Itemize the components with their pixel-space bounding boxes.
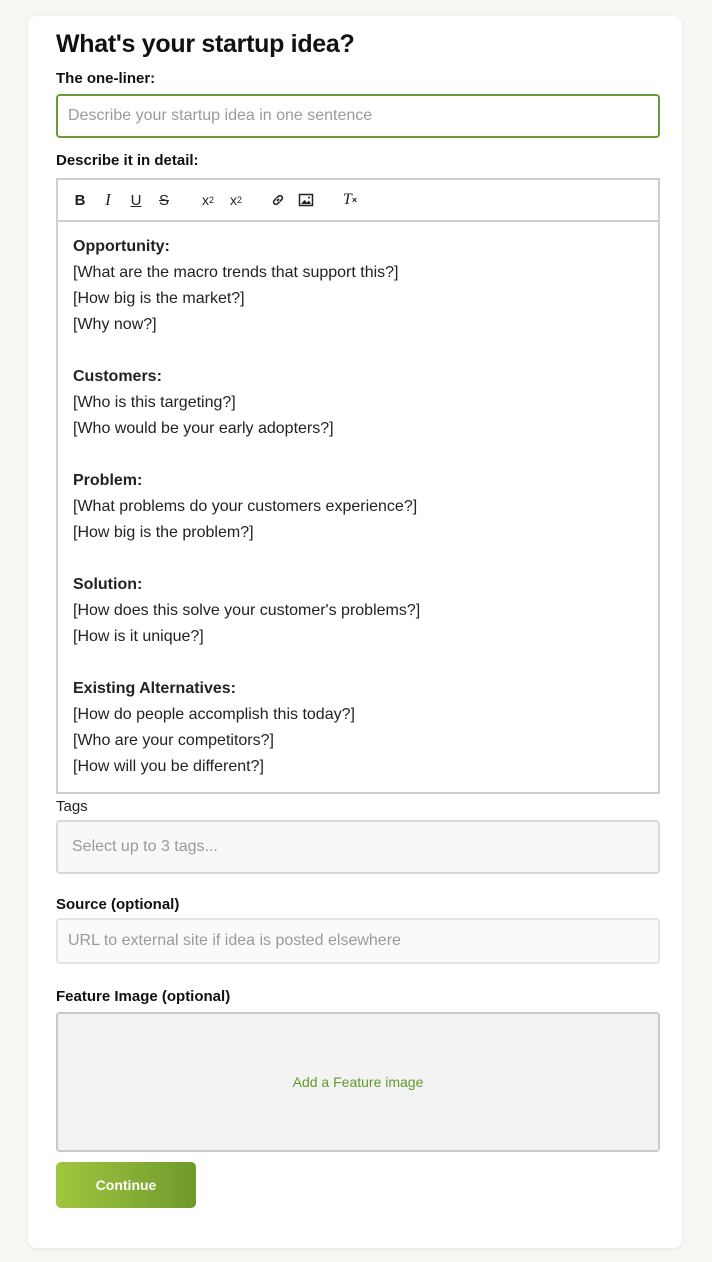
blank-line <box>73 442 643 468</box>
superscript-button[interactable] <box>226 190 246 210</box>
detail-label: Describe it in detail: <box>56 152 199 169</box>
section-line: [What problems do your customers experience?] <box>73 498 418 515</box>
section-line: [How big is the market?] <box>73 290 245 307</box>
oneliner-label: The one-liner: <box>56 70 156 87</box>
image-icon[interactable] <box>296 190 316 210</box>
editor-content[interactable] <box>58 222 658 792</box>
tags-placeholder: Select up to 3 tags... <box>72 838 218 855</box>
section-line: [Who is this targeting?] <box>73 394 236 411</box>
underline-button[interactable]: U <box>130 191 142 209</box>
blank-line <box>73 546 643 572</box>
tags-select[interactable] <box>56 820 660 874</box>
bold-button[interactable]: B <box>74 191 86 209</box>
page-title: What's your startup idea? <box>56 30 355 58</box>
oneliner-input[interactable] <box>56 94 660 138</box>
section-line: [How do people accomplish this today?] <box>73 706 355 723</box>
section-heading: Problem: <box>73 472 143 489</box>
italic-button[interactable]: I <box>105 190 111 209</box>
section-line: [How big is the problem?] <box>73 524 254 541</box>
section-line: [How will you be different?] <box>73 758 264 775</box>
subscript-glyph: x <box>201 192 209 208</box>
continue-button[interactable]: Continue <box>56 1162 196 1208</box>
section-line: [Who would be your early adopters?] <box>73 420 334 437</box>
section-heading: Solution: <box>73 576 143 593</box>
detail-editor <box>56 178 660 794</box>
feature-image-dropzone[interactable] <box>56 1012 660 1152</box>
clear-formatting-icon[interactable]: T × <box>342 191 358 208</box>
section-line: [How is it unique?] <box>73 628 204 645</box>
section-line: [How does this solve your customer's problems?] <box>73 602 421 619</box>
blank-line <box>73 650 643 676</box>
section-line: [Who are your competitors?] <box>73 732 274 749</box>
superscript-mark: 2 <box>236 195 242 205</box>
section-line: [What are the macro trends that support this?] <box>73 264 399 281</box>
subscript-mark: 2 <box>208 195 214 205</box>
source-url-input[interactable] <box>56 918 660 964</box>
tags-label: Tags <box>56 798 88 815</box>
blank-line <box>73 338 643 364</box>
superscript-glyph: x <box>229 192 237 208</box>
feature-image-label: Feature Image (optional) <box>56 988 231 1005</box>
add-feature-image-link[interactable]: Add a Feature image <box>292 1074 424 1090</box>
section-heading: Existing Alternatives: <box>73 680 237 697</box>
strikethrough-button[interactable]: S <box>158 191 169 209</box>
subscript-button[interactable] <box>198 190 218 210</box>
section-line: [Why now?] <box>73 316 157 333</box>
section-heading: Customers: <box>73 368 162 385</box>
section-heading: Opportunity: <box>73 238 170 255</box>
source-label: Source (optional) <box>56 896 180 913</box>
editor-toolbar <box>58 180 658 222</box>
clear-formatting-glyph: T <box>342 191 352 208</box>
link-icon[interactable] <box>268 190 288 210</box>
